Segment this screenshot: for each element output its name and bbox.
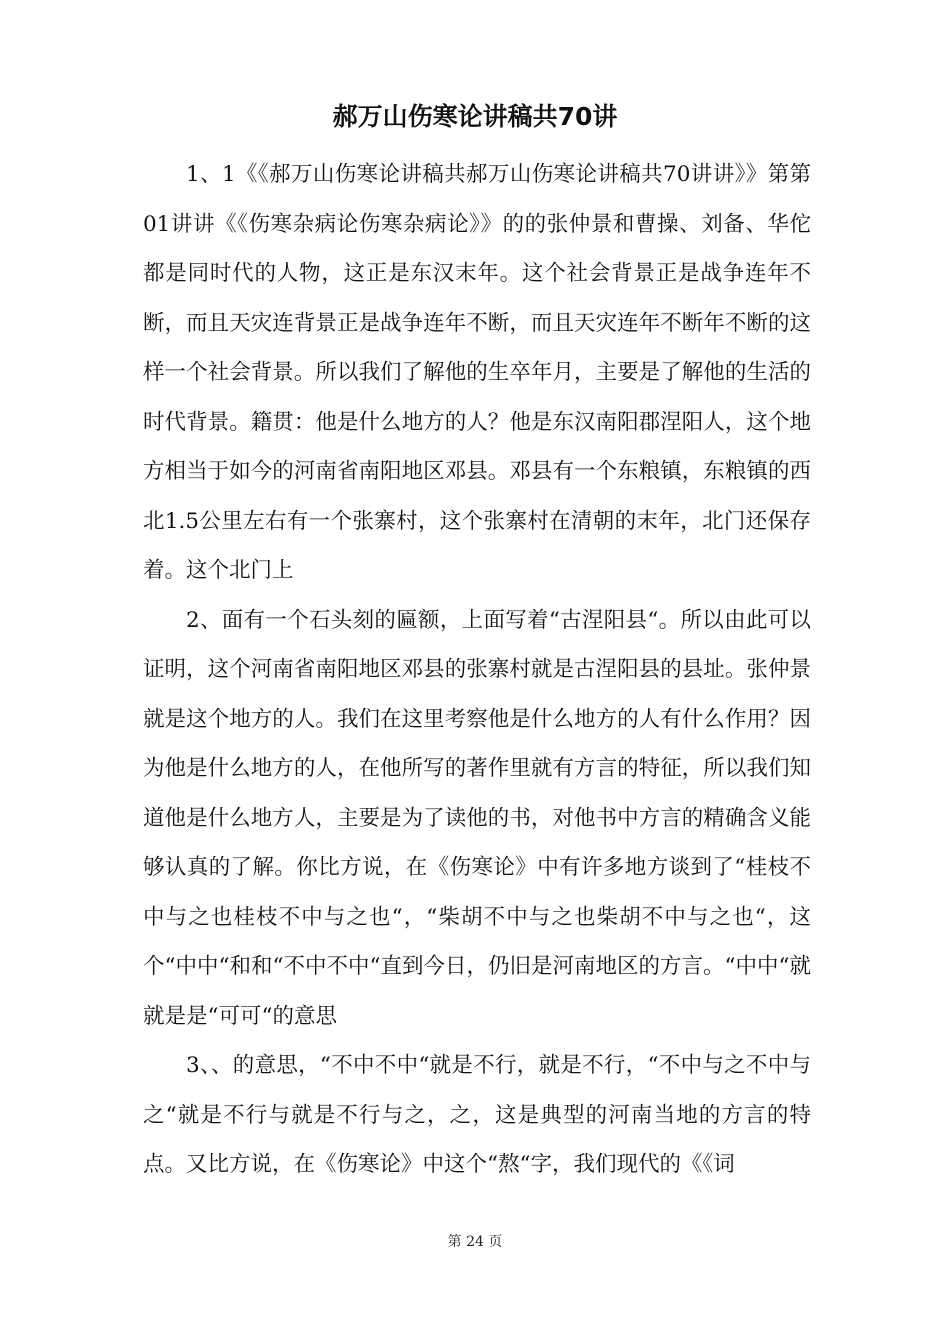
paragraph-2: 2、面有一个石头刻的匾额，上面写着“古涅阳县“。所以由此可以证明，这个河南省南阳地区邓县的张寨村就是古涅阳县的县址。张仲景就是这个地方的人。我们在这里考察他是什么地方的人有什么作用？因为他是什么地方的人，在他所写的著作里就有方言的特征，所以我们知道他是什么地方人，主要是为了读他的书，对他书中方言的精确含义能够认真的了解。你比方说，在《伤寒论》中有许多地方谈到了“桂枝不中与之也桂枝不中与之也“，“柴胡不中与之也柴胡不中与之也“，这个“中中“和和“不中不中“直到今日，仍旧是河南地区的方言。“中中“就就是是“可可“的意思 xyxy=(143,607,811,1029)
paragraph-3: 3、、的意思，“不中不中“就是不行，就是不行，“不中与之不中与之“就是不行与就是不行与之，之，这是典型的河南当地的方言的特点。又比方说，在《伤寒论》中这个“熬“字，我们现代的《《词 xyxy=(143,1053,811,1177)
page-number-footer: 第 24 页 xyxy=(447,1234,503,1250)
document-title: 郝万山伤寒论讲稿共70讲 xyxy=(332,102,618,131)
paragraph-1: 1、1《《郝万山伤寒论讲稿共郝万山伤寒论讲稿共70讲讲》》第第01讲讲《《伤寒杂病论伤寒杂病论》》的的张仲景和曹操、刘备、华佗都是同时代的人物，这正是东汉末年。这个社会背景正是战争连年不断，而且天灾连背景正是战争连年不断，而且天灾连年不断年不断的这样一个社会背景。所以我们了解他的生卒年月，主要是了解他的生活的时代背景。籍贯：他是什么地方的人？他是东汉南阳郡涅阳人，这个地方相当于如今的河南省南阳地区邓县。邓县有一个东粮镇，东粮镇的西北1.5公里左右有一个张寨村，这个张寨村在清朝的末年，北门还保存着。这个北门上 xyxy=(143,162,811,583)
document-body xyxy=(143,150,811,1190)
